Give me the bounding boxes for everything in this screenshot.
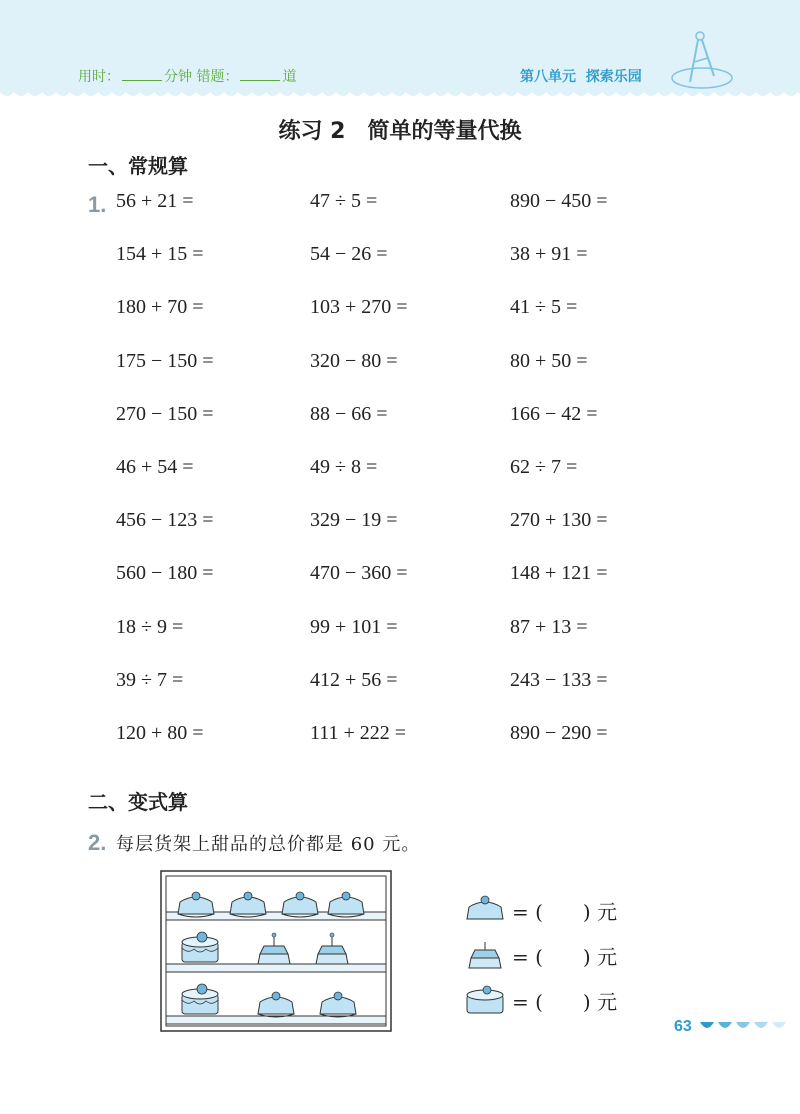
expression-r7-c2: 329 − 19 =	[310, 509, 398, 532]
expression-r3-c2: 103 + 270 =	[310, 296, 408, 319]
timer-record	[78, 66, 296, 86]
expression-r4-c3: 80 + 50 =	[510, 349, 588, 372]
expression-r8-c3: 148 + 121 =	[510, 562, 608, 585]
answer-row-sandwich	[464, 937, 617, 973]
expression-r5-c1: 270 − 150 =	[116, 402, 214, 425]
expression-r9-c1: 18 ÷ 9 =	[116, 615, 184, 638]
section-heading-regular: 一、常规算	[88, 154, 188, 178]
compass-icon	[668, 26, 738, 96]
expression-r11-c2: 111 + 222 =	[310, 722, 407, 744]
expression-r10-c3: 243 − 133 =	[510, 668, 608, 691]
problem-2-number: 2.	[88, 830, 107, 855]
minutes-blank[interactable]	[122, 68, 162, 81]
unit-heading	[520, 66, 642, 86]
expression-r1-c1: 56 + 21 =	[116, 190, 194, 212]
expression-r2-c2: 54 − 26 =	[310, 243, 388, 266]
errors-label: 错题：	[196, 69, 239, 85]
page-number: 63	[674, 1018, 692, 1035]
expression-r10-c1: 39 ÷ 7 =	[116, 668, 184, 691]
expression-r1-c3: 890 − 450 =	[510, 190, 608, 212]
unit-subtitle: 探索乐园	[585, 69, 642, 85]
items-label: 道	[282, 69, 297, 85]
answer-row-round-cake	[464, 982, 617, 1018]
problem-1-number: 1.	[88, 192, 107, 217]
expression-r10-c2: 412 + 56 =	[310, 668, 398, 691]
timer-label: 用时：	[78, 69, 120, 85]
sandwich-icon	[464, 938, 506, 972]
round-cake-icon	[464, 983, 506, 1017]
errors-blank[interactable]	[240, 68, 280, 81]
expression-r11-c1: 120 + 80 =	[116, 722, 204, 744]
expression-r2-c1: 154 + 15 =	[116, 243, 204, 266]
expression-r6-c3: 62 ÷ 7 =	[510, 456, 578, 478]
expression-r4-c2: 320 − 80 =	[310, 349, 398, 372]
cake-slice-icon	[464, 893, 506, 927]
answer-round-cake-text[interactable]: = ( ) 元	[512, 989, 618, 1014]
expression-r11-c3: 890 − 290 =	[510, 722, 608, 744]
expression-r9-c3: 87 + 13 =	[510, 615, 588, 638]
page-title: 练习 2 简单的等量代换	[278, 119, 522, 144]
expression-r7-c1: 456 − 123 =	[116, 509, 214, 532]
expression-r7-c3: 270 + 130 =	[510, 509, 608, 532]
expression-r9-c2: 99 + 101 =	[310, 615, 398, 638]
expression-r1-c2: 47 ÷ 5 =	[310, 190, 378, 212]
expression-r3-c1: 180 + 70 =	[116, 296, 204, 319]
dessert-shelf-illustration	[160, 870, 392, 1032]
answer-cake-slice-text[interactable]: = ( ) 元	[512, 899, 618, 924]
expression-r3-c3: 41 ÷ 5 =	[510, 296, 578, 319]
answer-row-cake-slice	[464, 892, 617, 928]
unit-title: 第八单元	[520, 69, 576, 85]
answer-sandwich-text[interactable]: = ( ) 元	[512, 944, 618, 969]
expression-r2-c3: 38 + 91 =	[510, 243, 588, 266]
problem-2-text: 每层货架上甜品的总价都是 60 元。	[116, 834, 421, 855]
page-decoration-dots	[698, 1018, 792, 1036]
expression-r8-c1: 560 − 180 =	[116, 562, 214, 585]
expression-r4-c1: 175 − 150 =	[116, 349, 214, 372]
expression-r6-c2: 49 ÷ 8 =	[310, 456, 378, 478]
section-heading-variant: 二、变式算	[88, 790, 188, 814]
expression-r5-c3: 166 − 42 =	[510, 402, 598, 425]
expression-r5-c2: 88 − 66 =	[310, 402, 388, 425]
minutes-label: 分钟	[164, 69, 192, 85]
expression-r6-c1: 46 + 54 =	[116, 456, 194, 478]
expression-r8-c2: 470 − 360 =	[310, 562, 408, 585]
